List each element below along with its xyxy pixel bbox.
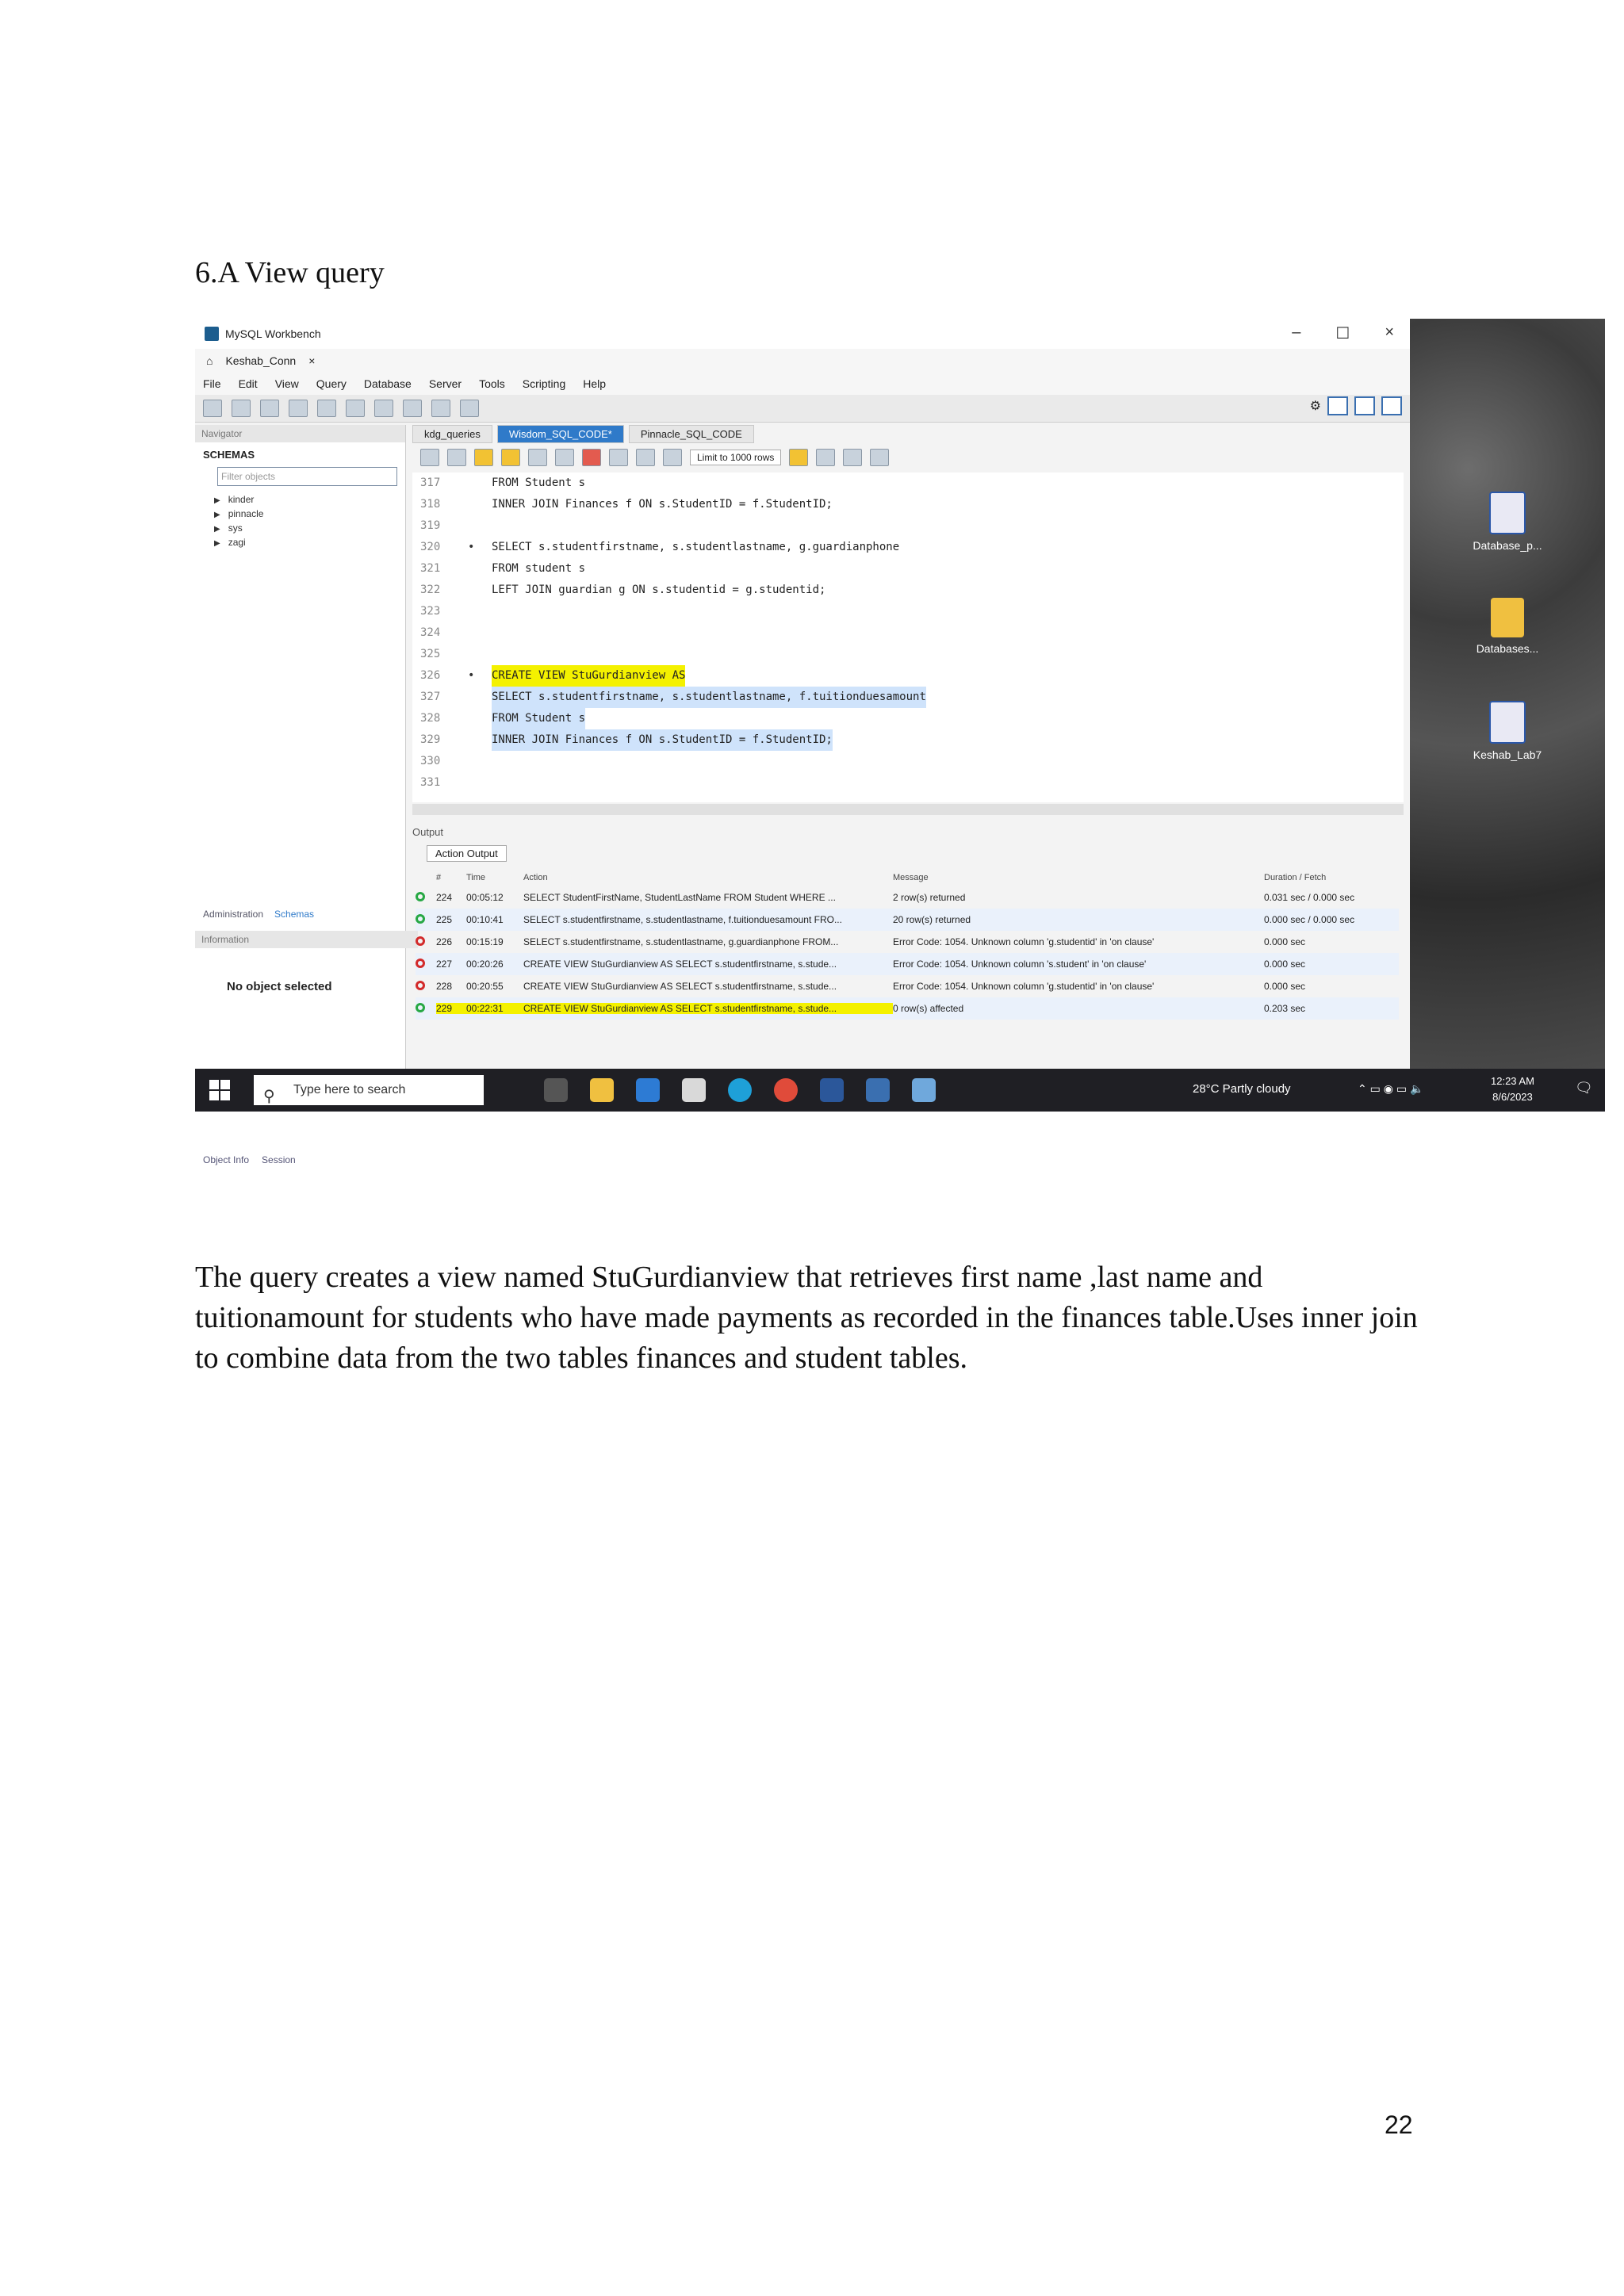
- row-duration: 0.000 sec: [1264, 981, 1306, 992]
- row-duration: 0.000 sec: [1264, 959, 1306, 970]
- statement-marker: [468, 601, 492, 622]
- editor-line[interactable]: [412, 665, 1404, 687]
- row-action: SELECT s.studentfirstname, s.studentlastname, g.guardianphone FROM...: [523, 936, 839, 947]
- filter-objects-input[interactable]: Filter objects: [217, 467, 397, 486]
- editor-tabs: [412, 425, 754, 443]
- line-number: 318: [420, 498, 441, 511]
- row-time: 00:22:31: [466, 1003, 523, 1014]
- line-number: 324: [420, 626, 441, 639]
- information-header: Information: [195, 931, 418, 948]
- word-icon[interactable]: [820, 1078, 844, 1102]
- create-schema-icon[interactable]: [289, 400, 308, 417]
- tab-pinnacle-sql-code[interactable]: Pinnacle_SQL_CODE: [629, 425, 754, 443]
- editor-line[interactable]: [412, 537, 1404, 558]
- row-time: 00:20:26: [466, 959, 504, 970]
- statement-marker: [468, 729, 492, 751]
- home-icon[interactable]: ⌂: [206, 354, 213, 367]
- file-explorer-icon[interactable]: [590, 1078, 614, 1102]
- editor-line[interactable]: [412, 580, 1404, 601]
- column-header-message[interactable]: Message: [893, 873, 929, 882]
- store-icon[interactable]: [682, 1078, 706, 1102]
- clock-time: 12:23 AM: [1491, 1075, 1534, 1087]
- system-tray[interactable]: ⌃ ▭ ◉ ▭ 🔈: [1358, 1082, 1424, 1095]
- column-header-action[interactable]: Action: [523, 873, 548, 882]
- close-tab-icon[interactable]: ×: [308, 354, 316, 367]
- tab-administration[interactable]: Administration: [203, 909, 264, 920]
- toggle-error-icon[interactable]: [582, 449, 601, 466]
- row-number: 229: [436, 1003, 466, 1014]
- line-number: 328: [420, 712, 441, 725]
- description-paragraph: The query creates a view named StuGurdianview that retrieves first name ,last name and tuitionamount for students who have made payments as recorded in the finances table.Uses inner join to combine data from the two tables finances and student tables.: [195, 1261, 1418, 1375]
- output-row[interactable]: [416, 931, 1399, 953]
- commit-icon[interactable]: [609, 449, 628, 466]
- page-number: 22: [1385, 2110, 1413, 2139]
- gear-icon[interactable]: ⚙: [1309, 400, 1321, 413]
- row-time: 00:20:55: [466, 981, 504, 992]
- row-number: 227: [436, 959, 453, 970]
- create-procedure-icon[interactable]: [374, 400, 393, 417]
- row-message: Error Code: 1054. Unknown column 'g.studentid' in 'on clause': [893, 936, 1155, 947]
- code-text: FROM Student s: [492, 708, 585, 729]
- row-message: 2 row(s) returned: [893, 892, 966, 903]
- statement-marker: [468, 580, 492, 601]
- tab-wisdom-sql-code[interactable]: Wisdom_SQL_CODE*: [497, 425, 624, 443]
- success-status-icon: [416, 914, 425, 924]
- row-time: 00:05:12: [466, 892, 504, 903]
- output-row[interactable]: [416, 909, 1399, 931]
- output-row[interactable]: [416, 886, 1399, 909]
- code-text: FROM Student s: [492, 476, 586, 489]
- taskbar-search-input[interactable]: ⚲ Type here to search: [254, 1075, 484, 1105]
- horizontal-scrollbar[interactable]: [412, 804, 1404, 815]
- row-duration: 0.031 sec / 0.000 sec: [1264, 892, 1355, 903]
- menu-bar: [195, 373, 1410, 395]
- expand-arrow-icon[interactable]: ▶: [214, 525, 220, 534]
- statement-marker: [468, 772, 492, 794]
- row-time: 00:15:19: [466, 936, 504, 947]
- main-toolbar: [195, 395, 1410, 423]
- desktop-icon-label: Database_p...: [1473, 539, 1542, 552]
- editor-line[interactable]: [412, 473, 1404, 494]
- line-number: 327: [420, 691, 441, 703]
- reconnect-icon[interactable]: [460, 400, 479, 417]
- menu-tools[interactable]: Tools: [479, 377, 505, 390]
- expand-arrow-icon[interactable]: ▶: [214, 539, 220, 548]
- row-message: 0 row(s) affected: [893, 1003, 964, 1014]
- editor-line[interactable]: [412, 687, 1404, 708]
- row-message: Error Code: 1054. Unknown column 'g.studentid' in 'on clause': [893, 981, 1155, 992]
- row-duration: 0.203 sec: [1264, 1003, 1306, 1014]
- statement-marker: [468, 622, 492, 644]
- row-action: CREATE VIEW StuGurdianview AS SELECT s.studentfirstname, s.stude...: [523, 1003, 893, 1014]
- weather-widget[interactable]: 28°C Partly cloudy: [1193, 1082, 1291, 1096]
- schema-item-pinnacle[interactable]: ▶ pinnacle: [214, 508, 264, 519]
- toggle-output-icon[interactable]: [1354, 396, 1375, 415]
- editor-toolbar: [412, 446, 1419, 469]
- column-header-number[interactable]: #: [436, 873, 442, 882]
- inspector-icon[interactable]: [260, 400, 279, 417]
- editor-line[interactable]: [412, 494, 1404, 515]
- toggle-sidebar-icon[interactable]: [1327, 396, 1348, 415]
- desktop-icon-databases[interactable]: [1450, 598, 1565, 655]
- output-type-select[interactable]: Action Output: [427, 845, 507, 862]
- menu-query[interactable]: Query: [316, 377, 347, 390]
- line-number: 325: [420, 648, 441, 660]
- expand-arrow-icon[interactable]: ▶: [214, 496, 220, 505]
- statement-marker: [468, 515, 492, 537]
- photos-icon[interactable]: [912, 1078, 936, 1102]
- layout-toggles: [1310, 396, 1402, 415]
- open-sql-script-icon[interactable]: [232, 400, 251, 417]
- code-text: INNER JOIN Finances f ON s.StudentID = f.StudentID;: [492, 729, 833, 751]
- row-action: CREATE VIEW StuGurdianview AS SELECT s.studentfirstname, s.stude...: [523, 959, 837, 970]
- close-button[interactable]: ×: [1385, 323, 1394, 341]
- navigator-tabs: [195, 909, 413, 920]
- output-header: Output: [412, 826, 444, 838]
- output-row[interactable]: [416, 975, 1399, 997]
- statement-marker: [468, 473, 492, 494]
- statement-marker: [468, 558, 492, 580]
- explain-icon[interactable]: [528, 449, 547, 466]
- row-action: SELECT s.studentfirstname, s.studentlastname, f.tuitionduesamount FRO...: [523, 914, 842, 925]
- editor-line[interactable]: [412, 601, 1404, 622]
- tab-session[interactable]: Session: [262, 1154, 296, 1165]
- line-number: 317: [420, 476, 441, 489]
- menu-server[interactable]: Server: [428, 377, 462, 390]
- desktop-background: [1410, 319, 1605, 1069]
- clock-date: 8/6/2023: [1492, 1091, 1533, 1103]
- error-status-icon: [416, 981, 425, 990]
- rollback-icon[interactable]: [636, 449, 655, 466]
- word-file-icon: [1489, 492, 1526, 534]
- editor-line[interactable]: [412, 622, 1404, 644]
- statement-marker: •: [468, 669, 475, 682]
- success-status-icon: [416, 892, 425, 901]
- clock[interactable]: [1491, 1073, 1534, 1105]
- windows-taskbar: [195, 1069, 1605, 1112]
- line-number: 326: [420, 669, 441, 682]
- code-text: CREATE VIEW StuGurdianview AS: [492, 665, 685, 687]
- schema-item-sys[interactable]: ▶ sys: [214, 522, 243, 534]
- line-number: 322: [420, 584, 441, 596]
- row-message: Error Code: 1054. Unknown column 's.student' in 'on clause': [893, 959, 1147, 970]
- code-text: SELECT s.studentfirstname, s.studentlastname, f.tuitionduesamount: [492, 687, 926, 708]
- windows-start-icon[interactable]: [209, 1080, 230, 1100]
- line-number: 330: [420, 755, 441, 767]
- workbench-logo-icon: [205, 327, 219, 341]
- expand-arrow-icon[interactable]: ▶: [214, 511, 220, 519]
- row-number: 224: [436, 892, 453, 903]
- menu-view[interactable]: View: [274, 377, 299, 390]
- editor-line[interactable]: [412, 772, 1404, 794]
- autocommit-icon[interactable]: [663, 449, 682, 466]
- tab-schemas[interactable]: Schemas: [274, 909, 315, 920]
- editor-line[interactable]: [412, 751, 1404, 772]
- save-icon[interactable]: [447, 449, 466, 466]
- row-number: 225: [436, 914, 453, 925]
- code-text: INNER JOIN Finances f ON s.StudentID = f.StudentID;: [492, 498, 833, 511]
- search-icon: ⚲: [263, 1088, 275, 1105]
- row-message: 20 row(s) returned: [893, 914, 971, 925]
- create-view-icon[interactable]: [346, 400, 365, 417]
- success-status-icon: [416, 1003, 425, 1012]
- find-icon[interactable]: [816, 449, 835, 466]
- line-number: 320: [420, 541, 441, 553]
- connection-tabs: [195, 349, 1410, 373]
- desktop-icon-database-p[interactable]: [1450, 492, 1565, 552]
- chrome-icon[interactable]: [774, 1078, 798, 1102]
- schemas-title: SCHEMAS: [203, 449, 255, 461]
- toggle-secondary-sidebar-icon[interactable]: [1381, 396, 1402, 415]
- word-file-icon: [1489, 701, 1526, 744]
- error-status-icon: [416, 936, 425, 946]
- editor-line[interactable]: [412, 515, 1404, 537]
- create-function-icon[interactable]: [403, 400, 422, 417]
- column-header-duration[interactable]: Duration / Fetch: [1264, 873, 1327, 882]
- row-action: CREATE VIEW StuGurdianview AS SELECT s.studentfirstname, s.stude...: [523, 981, 837, 992]
- maximize-button[interactable]: ☐: [1335, 325, 1350, 342]
- row-action: SELECT StudentFirstName, StudentLastName FROM Student WHERE ...: [523, 892, 836, 903]
- task-view-icon[interactable]: [544, 1078, 568, 1102]
- desktop-icon-label: Databases...: [1476, 642, 1539, 655]
- mail-icon[interactable]: [636, 1078, 660, 1102]
- folder-icon: [1491, 598, 1524, 637]
- mysql-workbench-icon[interactable]: [866, 1078, 890, 1102]
- menu-help[interactable]: Help: [583, 377, 607, 390]
- code-text: SELECT s.studentfirstname, s.studentlastname, g.guardianphone: [492, 541, 900, 553]
- desktop-icon-keshab-lab7[interactable]: [1450, 701, 1565, 761]
- output-row[interactable]: [416, 953, 1399, 975]
- connection-tab[interactable]: Keshab_Conn: [225, 354, 297, 367]
- output-row[interactable]: [416, 997, 1399, 1020]
- menu-database[interactable]: Database: [363, 377, 412, 390]
- search-table-data-icon[interactable]: [431, 400, 450, 417]
- execute-icon[interactable]: [474, 449, 493, 466]
- notifications-icon[interactable]: 🗨: [1575, 1080, 1593, 1096]
- new-sql-tab-icon[interactable]: [203, 400, 222, 417]
- title-bar: [195, 319, 1410, 349]
- row-duration: 0.000 sec: [1264, 936, 1306, 947]
- execute-current-icon[interactable]: [501, 449, 520, 466]
- column-header-time[interactable]: Time: [466, 873, 486, 882]
- navigator-header: Navigator: [195, 425, 405, 442]
- menu-file[interactable]: File: [203, 377, 221, 390]
- editor-line[interactable]: [412, 708, 1404, 729]
- tab-object-info[interactable]: Object Info: [203, 1154, 250, 1165]
- line-number: 331: [420, 776, 441, 789]
- invisible-chars-icon[interactable]: [843, 449, 862, 466]
- tab-kdg-queries[interactable]: kdg_queries: [412, 425, 492, 443]
- word-wrap-icon[interactable]: [870, 449, 889, 466]
- open-file-icon[interactable]: [420, 449, 439, 466]
- desktop-icon-label: Keshab_Lab7: [1473, 748, 1542, 761]
- statement-marker: [468, 644, 492, 665]
- document-heading: 6.A View query: [195, 256, 385, 289]
- error-status-icon: [416, 959, 425, 968]
- row-number: 226: [436, 936, 453, 947]
- line-number: 329: [420, 733, 441, 746]
- statement-marker: [468, 687, 492, 708]
- no-object-selected: No object selected: [227, 980, 332, 993]
- taskbar-apps: [544, 1078, 936, 1102]
- sql-editor[interactable]: [412, 473, 1404, 802]
- edge-icon[interactable]: [728, 1078, 752, 1102]
- beautify-icon[interactable]: [789, 449, 808, 466]
- editor-line[interactable]: [412, 558, 1404, 580]
- statement-marker: •: [468, 541, 475, 553]
- schema-item-zagi[interactable]: ▶ zagi: [214, 537, 246, 548]
- minimize-button[interactable]: –: [1292, 323, 1301, 341]
- line-number: 319: [420, 519, 441, 532]
- menu-scripting[interactable]: Scripting: [522, 377, 566, 390]
- editor-line[interactable]: [412, 729, 1404, 751]
- code-text: LEFT JOIN guardian g ON s.studentid = g.studentid;: [492, 584, 826, 596]
- limit-rows-select[interactable]: Limit to 1000 rows: [690, 450, 781, 465]
- line-number: 321: [420, 562, 441, 575]
- action-output-table: [416, 869, 1399, 1020]
- info-tabs: [203, 1154, 296, 1165]
- row-time: 00:10:41: [466, 914, 504, 925]
- screenshot: [195, 319, 1605, 1165]
- output-header-row: [416, 869, 1399, 886]
- statement-marker: [468, 751, 492, 772]
- code-text: FROM student s: [492, 562, 586, 575]
- row-number: 228: [436, 981, 453, 992]
- line-number: 323: [420, 605, 441, 618]
- editor-line[interactable]: [412, 644, 1404, 665]
- stop-icon[interactable]: [555, 449, 574, 466]
- menu-edit[interactable]: Edit: [238, 377, 258, 390]
- row-duration: 0.000 sec / 0.000 sec: [1264, 914, 1355, 925]
- schema-item-kinder[interactable]: ▶ kinder: [214, 494, 255, 505]
- statement-marker: [468, 494, 492, 515]
- window-title: MySQL Workbench: [225, 327, 321, 340]
- create-table-icon[interactable]: [317, 400, 336, 417]
- statement-marker: [468, 708, 492, 729]
